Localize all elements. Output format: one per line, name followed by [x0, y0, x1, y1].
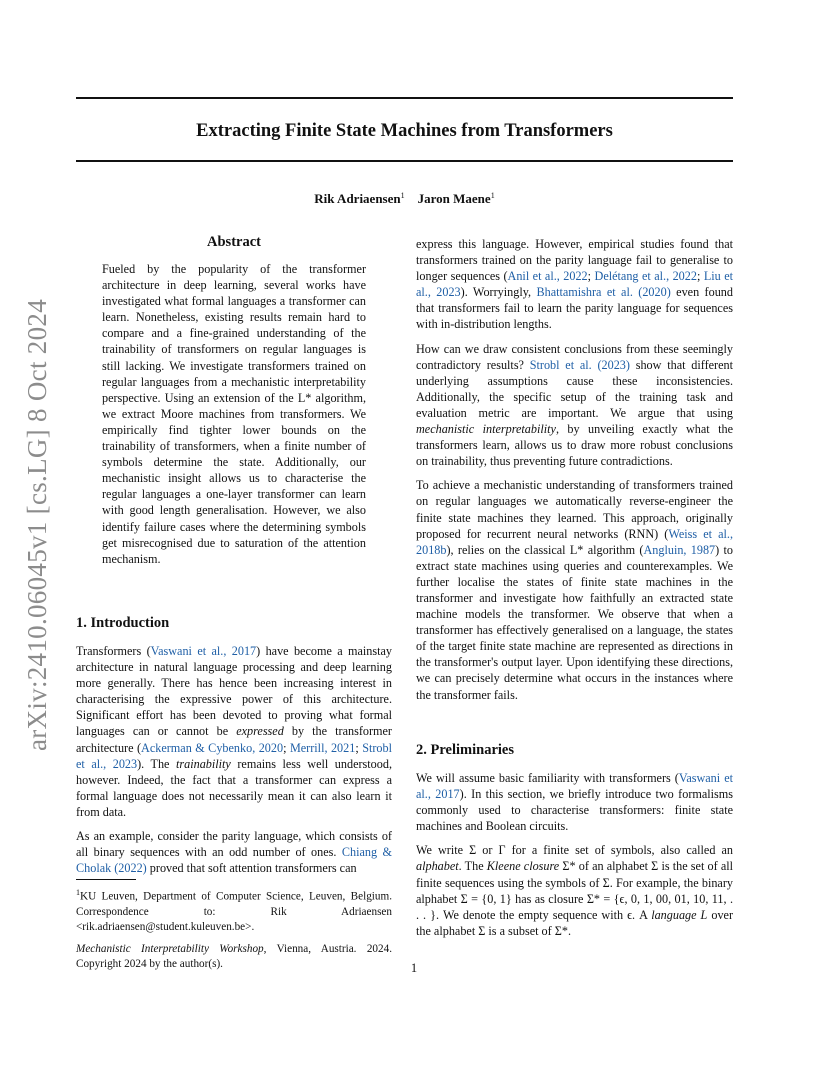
venue-note: Mechanistic Interpretability Workshop, Vienna, Austria. 2024. Copyright 2024 by the author(s). — [76, 943, 392, 970]
intro-paragraph-5: To achieve a mechanistic understanding of transformers trained on regular languages we automatically reverse-engineer the finite state machines they learned. This approach, originally proposed for recurrent neural networks (RNN) (Weiss et al., 2018b), relies on the classical L* algorithm (Angluin, 1987) to extract state machines using queries and counterexamples. We further localise the states of finite state machines in the transformer and investigate how faithfully an extracted state machine models the transformer. We observe that when a transformer has effectively generalised on a language, the states of the target finite state machine are represented as directions in the transformer's output layer. Upon identifying these directions, we can precisely determine what occurs in the instances where the transformer fails. — [416, 478, 734, 702]
author-name: Jaron Maene — [417, 191, 491, 206]
paper-title: Extracting Finite State Machines from Transformers — [196, 121, 613, 141]
abstract-text — [102, 261, 366, 575]
arxiv-stamp: arXiv:2410.06045v1 [cs.LG] 8 Oct 2024 — [22, 298, 52, 752]
section-heading-preliminaries: 2. Preliminaries — [416, 742, 514, 758]
citation-link[interactable]: Weiss et al., 2018b — [416, 526, 733, 557]
right-column-body — [416, 236, 733, 711]
left-column-body — [76, 643, 392, 884]
title-rule — [76, 160, 733, 162]
intro-paragraph-1: Transformers (Vaswani et al., 2017) have become a mainstay architecture in natural language processing and deep learning more generally. There has hence been increasing interest in characterising the expressive power of this architecture. Significant effort has been devoted to proving what formal languages can or cannot be expressed by the transformer architecture (Ackerman & Cybenko, 2020; Merrill, 2021; Strobl et al., 2023). The trainability remains less well understood, however. Indeed, the fact that a transformer can express a formal language does not necessarily mean it can also learn it from data. — [76, 644, 393, 819]
footnote-affiliation: $^1$KU Leuven, Department of Computer Science, Leuven, Belgium. Correspondence to: Rik Adriaensen <rik.adriaensen@student.kuleuven.be>. — [76, 888, 392, 933]
abstract-heading: Abstract — [207, 234, 261, 250]
citation-link[interactable]: Liu et al., 2023 — [416, 269, 733, 300]
intro-paragraph-3: express this language. However, empirical studies found that transformers trained on the parity language fail to generalise to longer sequences (Anil et al., 2022; Delétang et al., 2022; Liu et al., 2023). Worryingly, Bhattamishra et al. (2020) even found that transformers fail to learn the parity language for sequences with in-distribution lengths. — [416, 237, 733, 332]
citation-link[interactable]: Angluin, 1987 — [643, 542, 716, 557]
prelim-paragraph-1: We will assume basic familiarity with transformers (Vaswani et al., 2017). In this section, we briefly introduce two formalisms commonly used to characterise transformers: finite state machines and Boolean circuits. — [416, 771, 734, 834]
citation-link[interactable]: Anil et al., 2022 — [507, 269, 588, 284]
abstract-paragraph: Fueled by the popularity of the transformer architecture in deep learning, several works have investigated what formal languages a transformer can learn. Nonetheless, existing results remain hard to compare and a fine-grained understanding of the trainability of transformers on regular languages is still lacking. We investigate transformers trained on regular languages from a mechanistic interpretability perspective. Using an extension of the L* algorithm, we extract Moore machines from transformers. We empirically find tighter lower bounds on the trainability of transformers, when a finite number of symbols determine the state. Additionally, our mechanistic insight allows us to characterise the regular languages a one-layer transformer can learn with good length generalisation. However, we also identify failure cases where the determining symbols get misrecognised due to saturation of the attention mechanism. — [102, 262, 366, 566]
citation-link[interactable]: Vaswani et al., 2017 — [150, 644, 257, 658]
citation-link[interactable]: Ackerman & Cybenko, 2020 — [141, 740, 284, 755]
affiliation-mark: 1 — [400, 191, 405, 200]
section-heading-introduction: 1. Introduction — [76, 615, 170, 631]
intro-paragraph-2: As an example, consider the parity language, which consists of all binary sequences with an odd number of ones. Chiang & Cholak (2022) proved that soft attention transformers can — [76, 829, 392, 876]
affiliation-mark: 1 — [490, 191, 495, 200]
citation-link[interactable]: Merrill, 2021 — [289, 740, 356, 755]
intro-paragraph-4: How can we draw consistent conclusions from these seemingly contradictory results? Strobl et al. (2023) show that different underlying assumptions cause these inconsistencies. Additionally, the specific setup of the training task and evaluation metric are important. We argue that using mechanistic interpretability, by unveiling exactly what the transformers learn, allows us to draw more robust conclusions on trainability, thus preventing future contradictions. — [416, 341, 733, 469]
footnote-rule — [76, 879, 136, 880]
citation-link[interactable]: Vaswani et al., 2017 — [416, 771, 734, 802]
citation-link[interactable]: Bhattamishra et al. (2020) — [536, 285, 671, 300]
author-name: Rik Adriaensen — [314, 191, 401, 206]
citation-link[interactable]: Chiang & Cholak (2022) — [76, 845, 392, 876]
author-list — [76, 191, 733, 207]
prelim-paragraph-2: We write Σ or Γ for a finite set of symbols, also called an alphabet. The Kleene closure Σ* of an alphabet Σ is the set of all finite sequences using the symbols of Σ. For example, the binary alphabet Σ = {0, 1} has as closure Σ* = {ϵ, 0, 1, 00, 01, 10, 11, . . . }. We denote the empty sequence with ϵ. A language L over the alphabet Σ is a subset of Σ*. — [416, 843, 734, 938]
top-rule — [76, 97, 733, 99]
preliminaries-body — [416, 770, 733, 947]
citation-link[interactable]: Strobl et al., 2023 — [76, 740, 392, 771]
citation-link[interactable]: Strobl et al. (2023) — [529, 357, 630, 372]
citation-link[interactable]: Delétang et al., 2022 — [594, 269, 697, 284]
page-number: 1 — [410, 961, 418, 975]
